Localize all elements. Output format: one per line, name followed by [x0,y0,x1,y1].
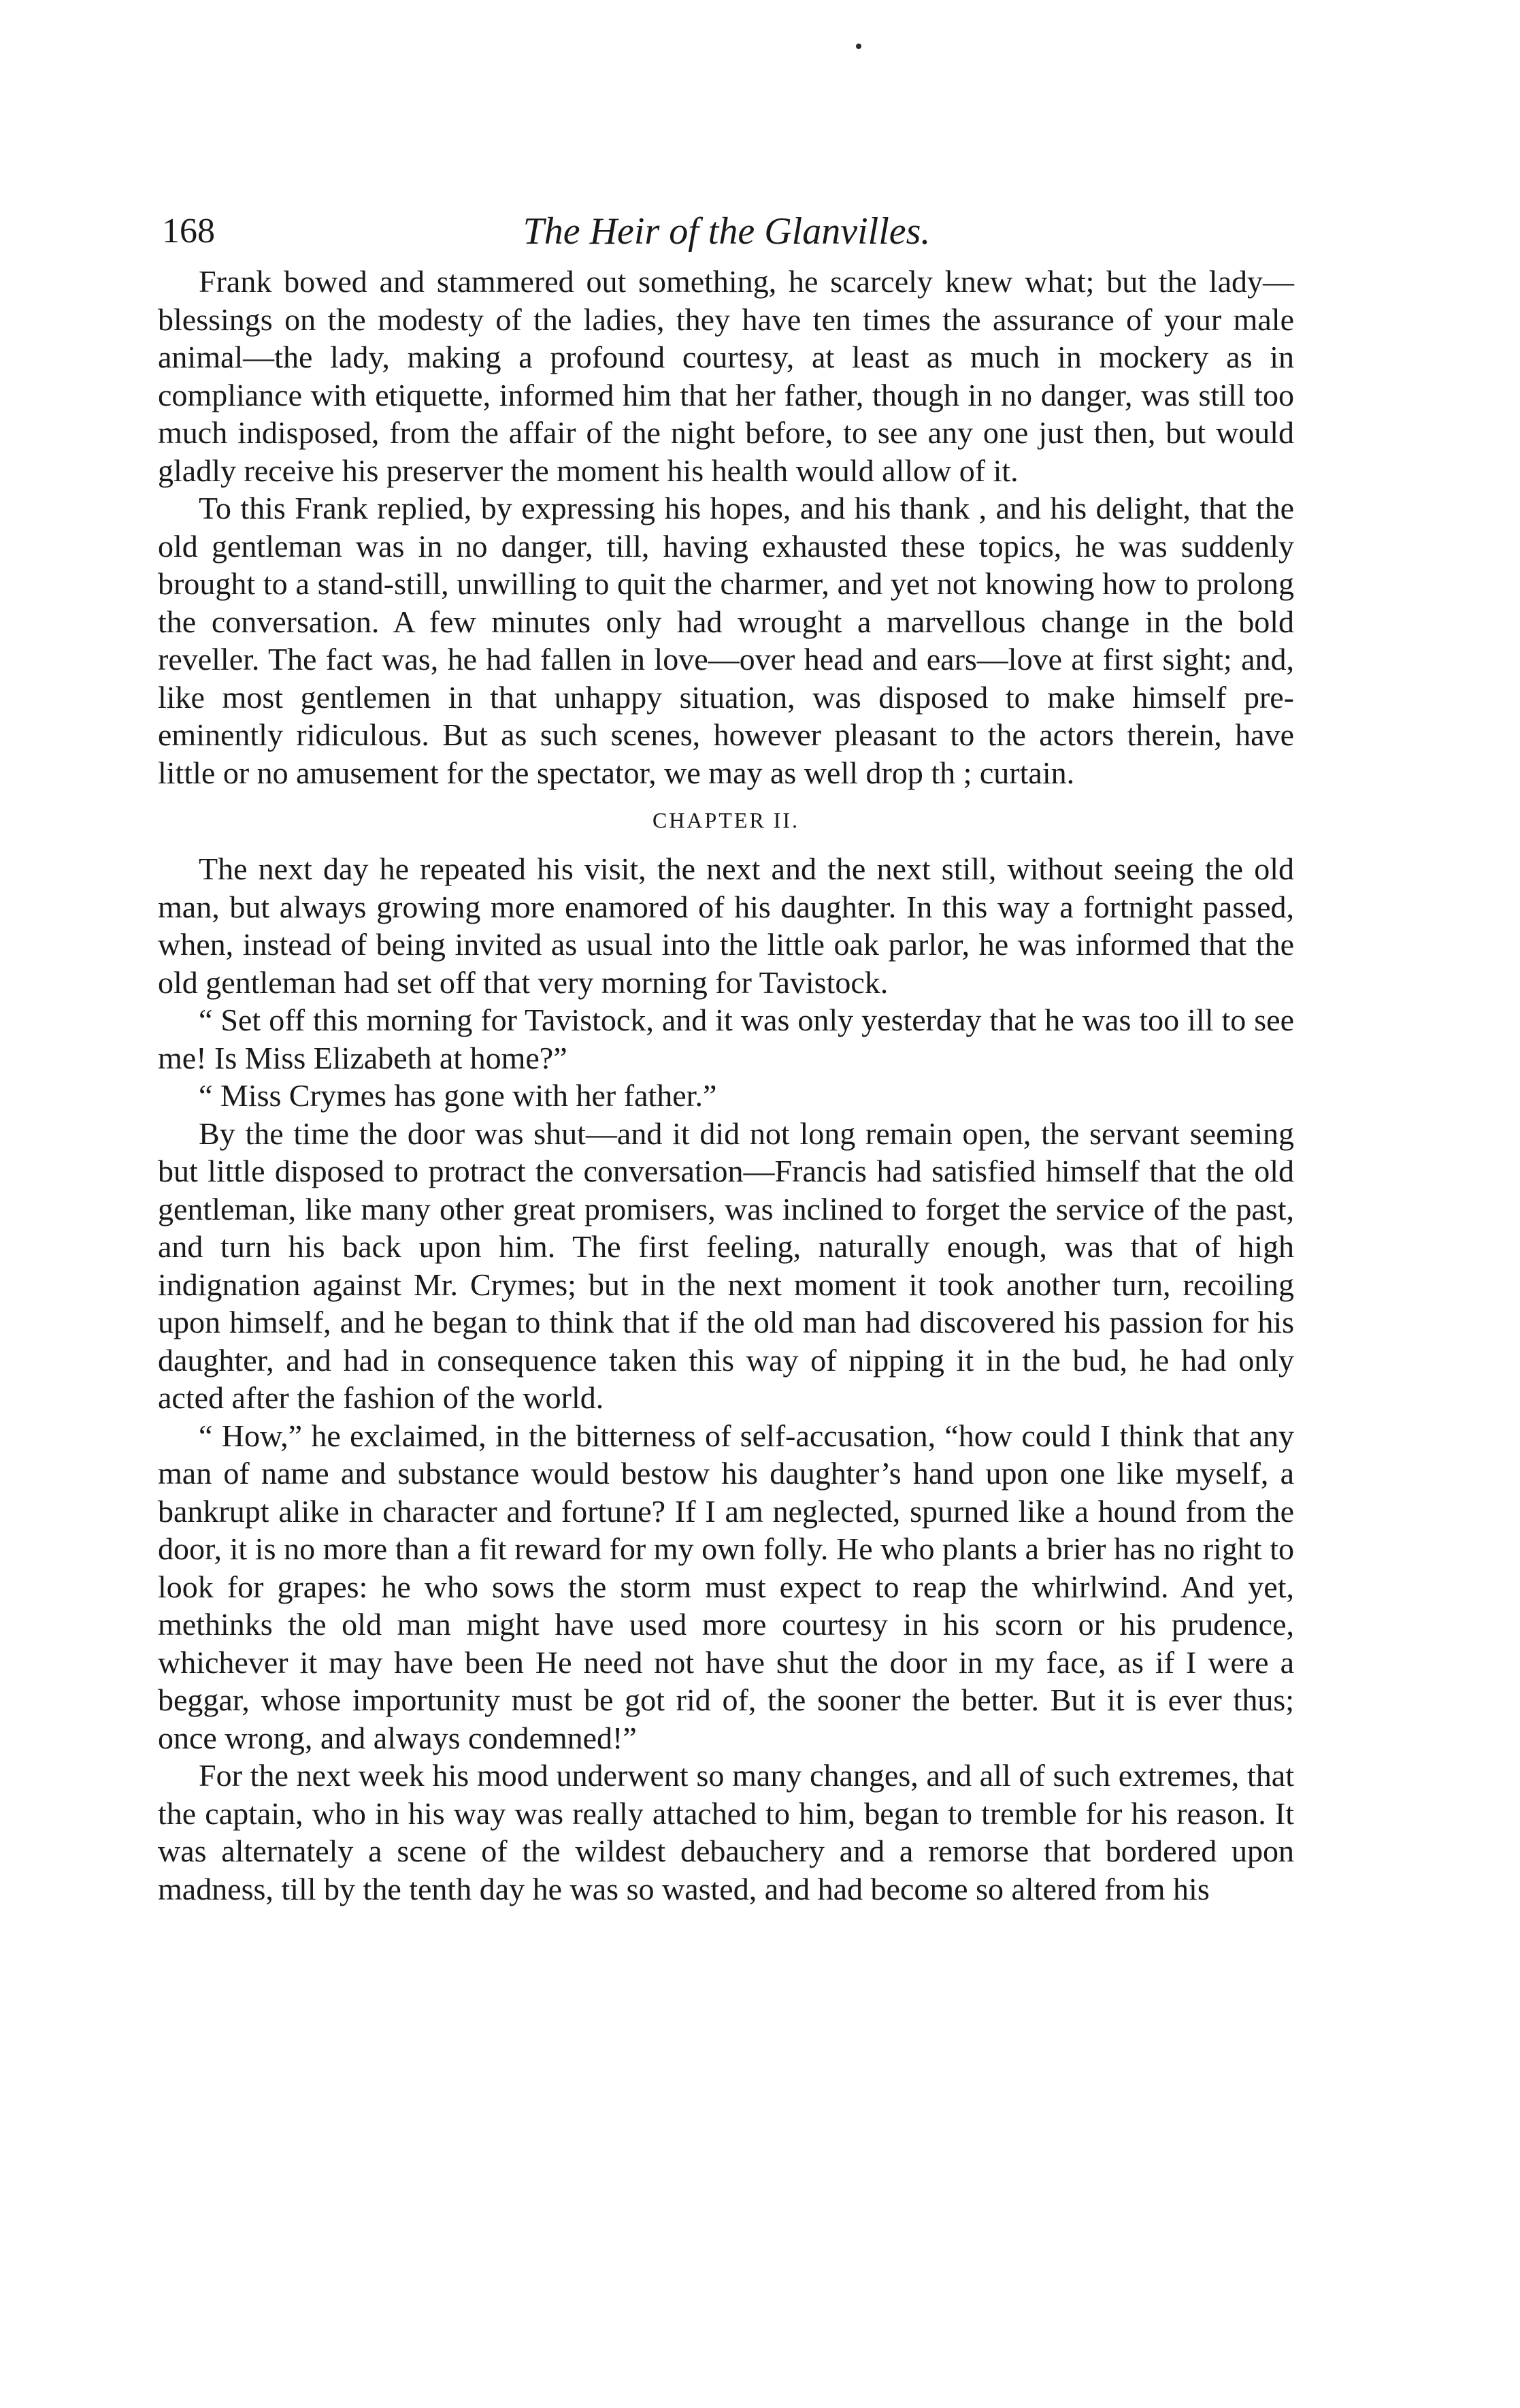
paragraph: By the time the door was shut—and it did not long remain open, the servant seeming but little disposed to protract the conversation—Francis had satisfied himself that the old gentleman, like many other great promisers, was inclined to forget the service of the past, and turn his back upon him. The first feeling, naturally enough, was that of high indignation against Mr. Crymes; but in the next moment it took another turn, recoiling upon himself, and he began to think that if the old man had discovered his passion for his daughter, and had in consequence taken this way of nipping it in the bud, he had only acted after the fashion of the world. [158,1116,1294,1415]
ink-speck [856,44,861,49]
page-header [162,204,1291,259]
paragraph: The next day he repeated his visit, the next and the next still, without seeing the old man, but always growing more enamored of his daughter. In this way a fortnight passed, when, instead of being invited as usual into the little oak parlor, he was informed that the old gentleman had set off that very morning for Tavistock. [158,851,1294,1000]
page-number: 168 [162,212,215,250]
paragraph: For the next week his mood underwent so many changes, and all of such extremes, that the captain, who in his way was really attached to him, began to tremble for his reason. It was alternately a scene of the wildest debauchery and a remorse that bordered upon madness, till by the tenth day he was so wasted, and had become so altered from his [158,1758,1294,1906]
body-text [158,263,1294,1908]
paragraph: Frank bowed and stammered out something, he scarcely knew what; but the lady—blessings on the modesty of the ladies, they have ten times the assurance of your male animal—the lady, making a profound courtesy, at least as much in mockery as in compliance with etiquette, informed him that her father, though in no danger, was still too much indisposed, from the affair of the night before, to see any one just then, but would gladly receive his preserver the moment his health would allow of it. [158,264,1294,488]
paragraph: “ Miss Crymes has gone with her father.” [199,1078,717,1113]
paragraph: “ Set off this morning for Tavistock, and it was only yesterday that he was too ill to see me! Is Miss Elizabeth at home?” [158,1003,1294,1075]
running-title: The Heir of the Glanvilles. [523,210,931,253]
chapter-heading: CHAPTER II. [652,808,800,832]
paragraph: To this Frank replied, by expressing his hopes, and his thank , and his delight, that the old gentleman was in no danger, till, having exhausted these topics, he was suddenly brought to a stand-still, unwilling to quit the charmer, and yet not knowing how to prolong the conversation. A few minutes only had wrought a marvellous change in the bold reveller. The fact was, he had fallen in love—over head and ears—love at first sight; and, like most gentlemen in that unhappy situation, was disposed to make himself pre-eminently ridiculous. But as such scenes, however pleasant to the actors therein, have little or no amusement for the spectator, we may as well drop th ; curtain. [158,491,1294,790]
paragraph: “ How,” he exclaimed, in the bitterness of self-accusation, “how could I think that any man of name and substance would bestow his daughter’s hand upon one like myself, a bankrupt alike in character and fortune? If I am neglected, spurned like a hound from the door, it is no more than a fit reward for my own folly. He who plants a brier has no right to look for grapes: he who sows the storm must expect to reap the whirlwind. And yet, methinks the old man might have used more courtesy in his scorn or his prudence, whichever it may have been He need not have shut the door in my face, as if I were a beggar, whose importunity must be got rid of, the sooner the better. But it is ever thus; once wrong, and always condemned!” [158,1418,1294,1755]
